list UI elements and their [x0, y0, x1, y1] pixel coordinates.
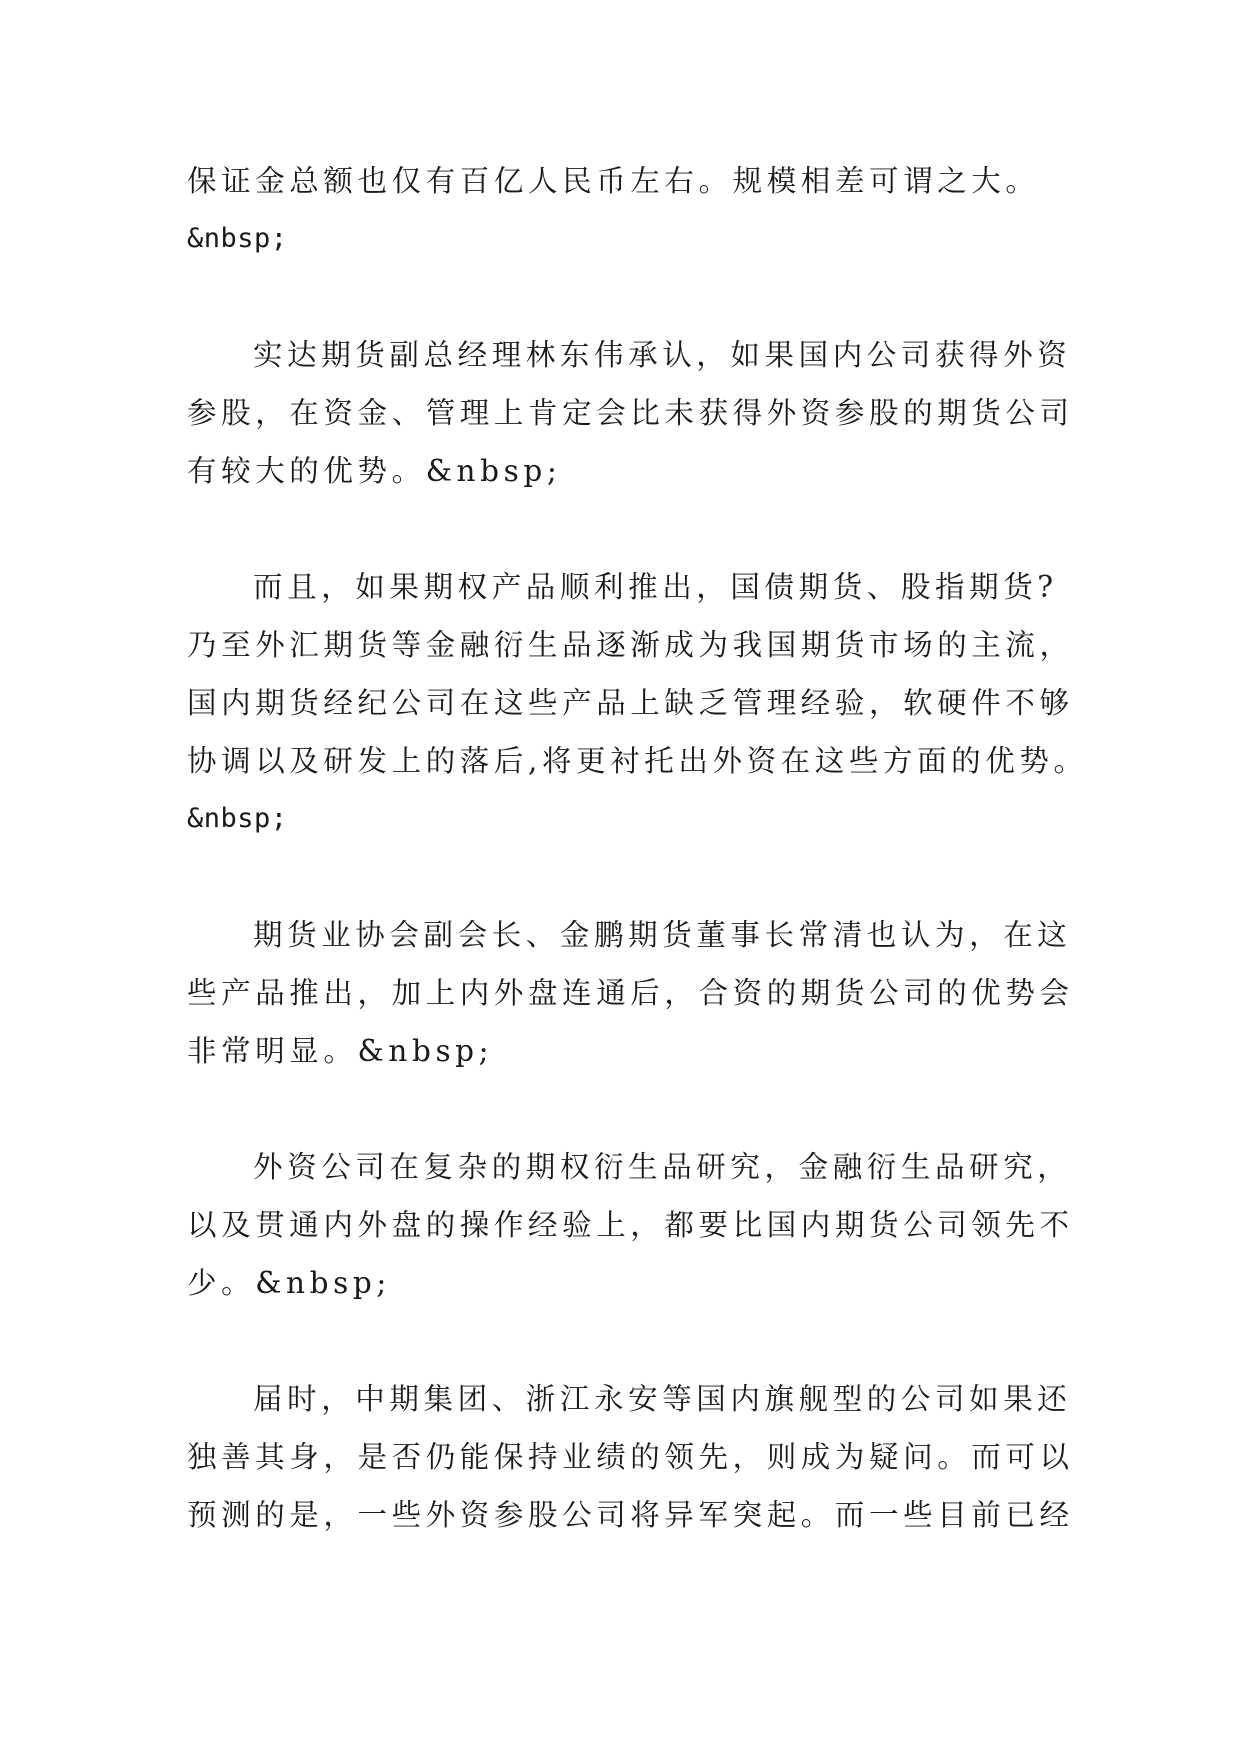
text-line: 期货业协会副会长、金鹏期货董事长常清也认为，在这 [253, 918, 1072, 952]
text-line: 独善其身，是否仍能保持业绩的领先，则成为疑问。而可以 [187, 1440, 1074, 1474]
article-body [187, 152, 1088, 1602]
text-line: 乃至外汇期货等金融衍生品逐渐成为我国期货市场的主流， [187, 628, 1074, 662]
text-line: 保证金总额也仅有百亿人民币左右。规模相差可谓之大。 [187, 164, 1040, 198]
text-line: 少。&nbsp; [187, 1266, 391, 1300]
paragraph-6 [187, 1370, 1074, 1544]
text-line: 实达期货副总经理林东伟承认，如果国内公司获得外资 [253, 338, 1072, 372]
text-line: 参股，在资金、管理上肯定会比未获得外资参股的期货公司 [187, 396, 1074, 430]
text-line: &nbsp; [187, 223, 288, 254]
paragraph-3 [187, 558, 1088, 848]
text-line: 国内期货经纪公司在这些产品上缺乏管理经验，软硬件不够 [187, 686, 1074, 720]
paragraph-5 [187, 1138, 1074, 1312]
paragraph-2 [187, 326, 1074, 500]
text-line: 协调以及研发上的落后,将更衬托出外资在这些方面的优势。 [187, 744, 1088, 778]
paragraph-1 [187, 152, 1057, 268]
paragraph-4 [187, 906, 1074, 1080]
text-line: &nbsp; [187, 803, 288, 834]
text-line: 以及贯通内外盘的操作经验上，都要比国内期货公司领先不 [187, 1208, 1074, 1242]
text-line: 些产品推出，加上内外盘连通后，合资的期货公司的优势会 [187, 976, 1074, 1010]
text-line: 而且，如果期权产品顺利推出，国债期货、股指期货? [253, 570, 1058, 604]
text-line: 外资公司在复杂的期权衍生品研究，金融衍生品研究， [253, 1150, 1072, 1184]
text-line: 非常明显。&nbsp; [187, 1034, 494, 1068]
text-line: 预测的是，一些外资参股公司将异军突起。而一些目前已经 [187, 1498, 1074, 1532]
text-line: 届时，中期集团、浙江永安等国内旗舰型的公司如果还 [253, 1382, 1072, 1416]
text-line: 有较大的优势。&nbsp; [187, 454, 562, 488]
